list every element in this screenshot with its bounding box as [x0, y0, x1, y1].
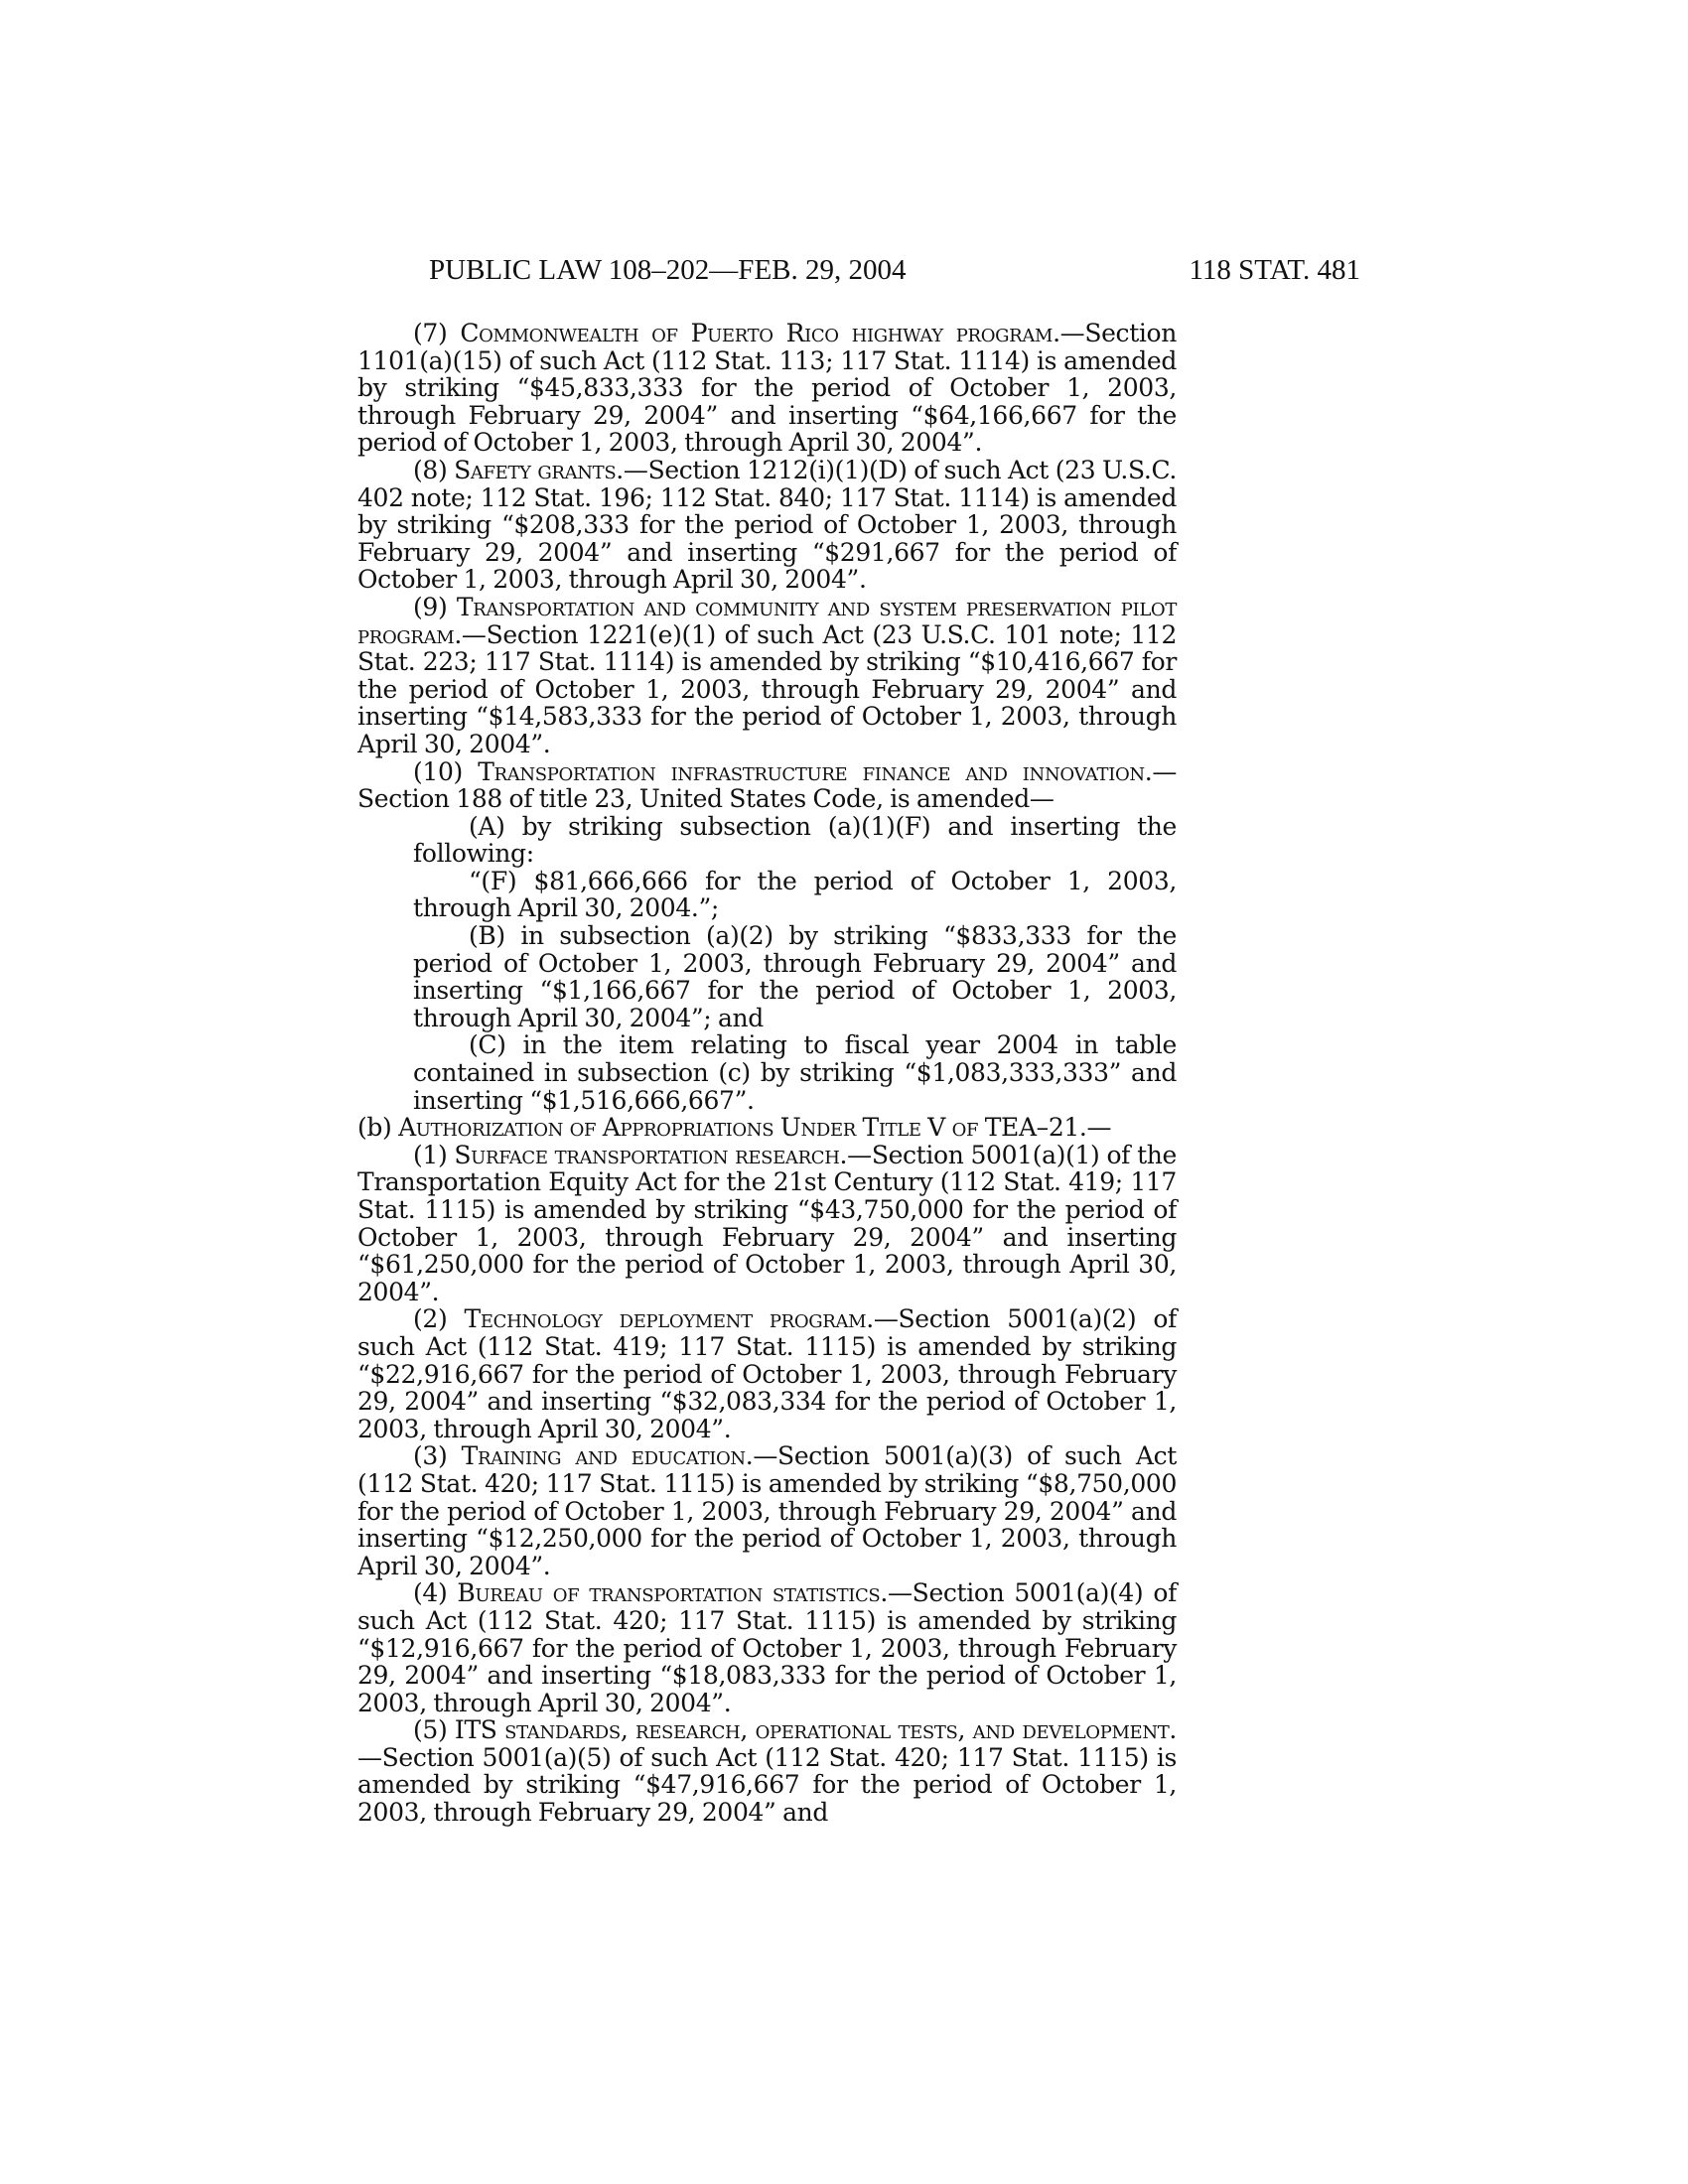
paragraph-caption: Technology deployment program.— — [464, 1304, 899, 1334]
paragraph-caption: Commonwealth of Puerto Rico highway program.— — [460, 319, 1085, 347]
statute-page-number: 118 STAT. 481 — [1189, 254, 1360, 286]
paragraph-number: (5) ITS — [413, 1715, 505, 1745]
subparagraph-a10-A: (A) by striking subsection (a)(1)(F) and inserting the following: — [413, 811, 1177, 869]
paragraph-text: Section 188 of title 23, United States Code, is amended— — [357, 784, 1055, 814]
paragraph-caption: Safety grants.— — [454, 455, 648, 484]
paragraph-number: (10) — [413, 756, 479, 786]
paragraph-text: Section 1221(e)(1) of such Act (23 U.S.C. 101 note; 112 Stat. 223; 117 Stat. 1114) is amended by striking “$10,416,667 for the period of October 1, 2003, through February 29, 2004” and inserting “$14,583,333 for the period of October 1, 2003, through April 30, 2004”. — [357, 619, 1177, 758]
paragraph-caption: Training and education.— — [461, 1441, 778, 1471]
paragraph-caption: Transportation infrastructure finance and innovation.— — [478, 756, 1178, 786]
subsection-b — [302, 1114, 1177, 1142]
paragraph-number: (4) — [413, 1578, 458, 1608]
paragraph-text: Section 1212(i)(1)(D) of such Act (23 U.S.C. 402 note; 112 Stat. 196; 112 Stat. 840; 117 Stat. 1114) is amended by striking “$208,333 for the period of October 1, 2003, through February 29, 2004” and inserting “$291,667 for the period of October 1, 2003, through April 30, 2004”. — [357, 455, 1177, 595]
paragraph-b3 — [357, 1442, 1177, 1579]
paragraph-text: Section 5001(a)(3) of such Act (112 Stat. 420; 117 Stat. 1115) is amended by striking “$8,750,000 for the period of October 1, 2003, through February 29, 2004” and inserting “$12,250,000 for the period of October 1, 2003, through April 30, 2004”. — [357, 1441, 1177, 1580]
paragraph-number: (1) — [413, 1140, 455, 1169]
subparagraph-a10-B: (B) in subsection (a)(2) by striking “$833,333 for the period of October 1, 2003, through February 29, 2004” and inserting “$1,166,667 for the period of October 1, 2003, through April 30, 2004”; and — [413, 921, 1177, 1032]
paragraph-a9 — [357, 594, 1177, 758]
running-head: PUBLIC LAW 108–202—FEB. 29, 2004 — [429, 254, 907, 286]
paragraph-text: Section 5001(a)(1) of the Transportation Equity Act for the 21st Century (112 Stat. 419; 117 Stat. 1115) is amended by striking “$43,750,000 for the period of October 1, 2003, through February 29, 2004” and inserting “$61,250,000 for the period of October 1, 2003, through April 30, 2004”. — [357, 1140, 1177, 1306]
paragraph-b1 — [357, 1142, 1177, 1306]
paragraph-caption: Bureau of transportation statistics.— — [457, 1578, 913, 1608]
document-body — [357, 320, 1177, 1827]
subsection-caption-tail: TEA–21.— — [978, 1113, 1112, 1143]
subsection-caption: Authorization of Appropriations Under Title V of — [398, 1113, 979, 1143]
paragraph-b2 — [357, 1305, 1177, 1442]
paragraph-text: Section 1101(a)(15) of such Act (112 Stat. 113; 117 Stat. 1114) is amended by striking “$45,833,333 for the period of October 1, 2003, through February 29, 2004” and inserting “$64,166,667 for the period of October 1, 2003, through April 30, 2004”. — [357, 319, 1177, 458]
paragraph-a10 — [357, 758, 1177, 813]
paragraph-a8 — [357, 457, 1177, 594]
paragraph-text: Section 5001(a)(2) of such Act (112 Stat. 419; 117 Stat. 1115) is amended by striking “$22,916,667 for the period of October 1, 2003, through February 29, 2004” and inserting “$32,083,334 for the period of October 1, 2003, through April 30, 2004”. — [357, 1304, 1177, 1443]
subsection-number: (b) — [357, 1113, 399, 1143]
paragraph-text: Section 5001(a)(5) of such Act (112 Stat. 420; 117 Stat. 1115) is amended by striking “$47,916,667 for the period of October 1, 2003, through February 29, 2004” and — [357, 1742, 1177, 1828]
paragraph-number: (7) — [413, 319, 461, 347]
paragraph-b4 — [357, 1579, 1177, 1716]
quoted-subparagraph-F: “(F) $81,666,666 for the period of October 1, 2003, through April 30, 2004.”; — [413, 866, 1177, 923]
paragraph-number: (8) — [413, 455, 455, 484]
paragraph-number: (3) — [413, 1441, 462, 1471]
paragraph-number: (9) — [413, 592, 457, 621]
paragraph-caption: Surface transportation research.— — [454, 1140, 872, 1169]
paragraph-caption: standards, research, operational tests, and development.— — [357, 1715, 1177, 1772]
paragraph-text: Section 5001(a)(4) of such Act (112 Stat. 420; 117 Stat. 1115) is amended by striking “$12,916,667 for the period of October 1, 2003, through February 29, 2004” and inserting “$18,083,333 for the period of October 1, 2003, through April 30, 2004”. — [357, 1578, 1177, 1717]
paragraph-caption: Transportation and community and system preservation pilot program.— — [357, 592, 1177, 649]
page-header — [0, 250, 1688, 290]
paragraph-a7 — [357, 320, 1177, 457]
paragraph-number: (2) — [413, 1304, 465, 1334]
paragraph-b5 — [357, 1716, 1177, 1826]
subparagraph-a10-C: (C) in the item relating to fiscal year 2004 in table contained in subsection (c) by striking “$1,083,333,333” and inserting “$1,516,666,667”. — [413, 1030, 1177, 1115]
